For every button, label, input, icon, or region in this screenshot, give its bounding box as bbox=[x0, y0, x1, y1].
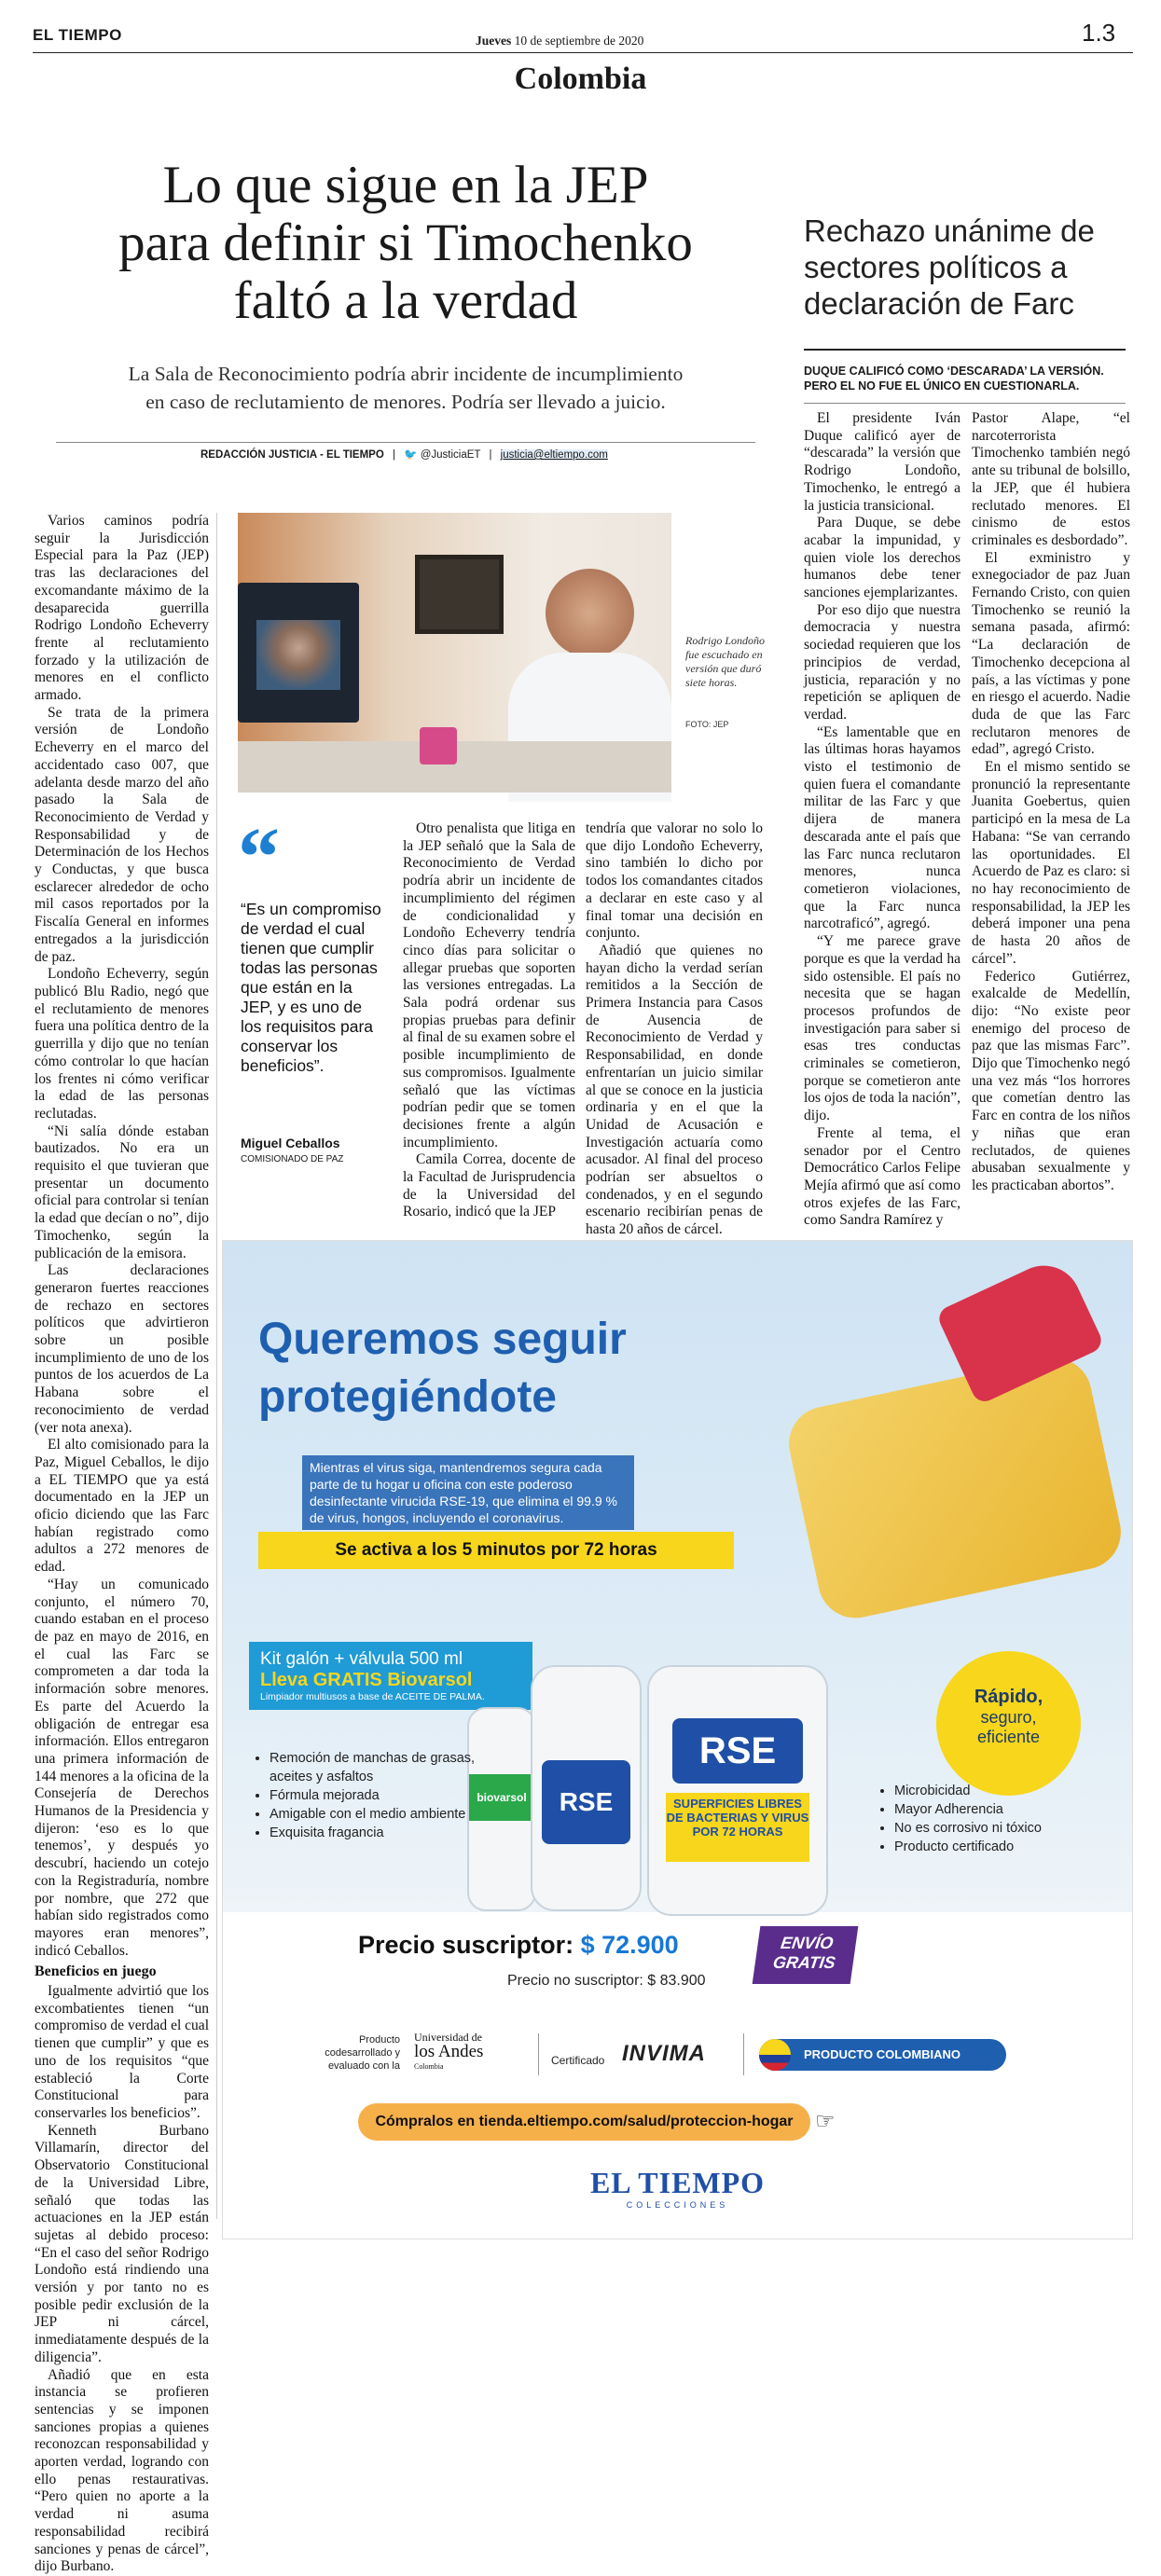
body-paragraph: Kenneth Burbano Villamarín, director del Observatorio Constitucional de la Universidad Libre, señaló que todas las actuaciones en la JEP están sujetas al debido proceso: “En el caso del señor Rodrigo Londoño está rindiendo una versión y por tanto no es posible pedir exclusión de la JEP ni cárcel, inmediatamente después de la diligencia”. bbox=[35, 2122, 209, 2365]
shipping-line-1: ENVÍO bbox=[779, 1934, 835, 1952]
main-summary bbox=[37, 360, 774, 416]
feature-item: • Producto certificado bbox=[894, 1838, 1099, 1856]
ad-body: Mientras el virus siga, mantendremos segura cada parte de tu hogar u oficina con este poderoso desinfectante virucida RSE-19, que elimina el 99.9 % de virus, hongos, incluyendo el coronavirus. bbox=[302, 1455, 634, 1530]
body-paragraph: El exministro y exnegociador de paz Juan Fernando Cristo, con quien Timochenko se reunió la semana pasada, afirmó: “La declaración de Timochenko decepciona al país, a las víctimas y pone en riesgo el acuerdo. Nadie duda de que las Farc reclutaron menores de edad”, agregó Cristo. bbox=[972, 549, 1130, 758]
ad-headline-line-1: Queremos seguir bbox=[258, 1315, 627, 1364]
photo-cup bbox=[420, 727, 457, 765]
advertisement bbox=[222, 1240, 1133, 2239]
cert-divider-2 bbox=[743, 2033, 744, 2075]
side-title-line-2: sectores políticos a bbox=[804, 250, 1068, 284]
photo-frame bbox=[415, 555, 504, 634]
side-lead-line-2: PERO EL NO FUE EL ÚNICO EN CUESTIONARLA. bbox=[804, 379, 1080, 393]
feature-item: • Mayor Adherencia bbox=[894, 1800, 1099, 1819]
ad-jug bbox=[647, 1665, 828, 1916]
cursor-icon: ☞ bbox=[815, 2109, 836, 2134]
feature-item: • No es corrosivo ni tóxico bbox=[894, 1819, 1099, 1838]
article-photo bbox=[238, 513, 671, 792]
ad-features-left bbox=[251, 1749, 479, 1842]
quote-mark-icon: “ bbox=[238, 811, 280, 903]
ad-brand bbox=[223, 2166, 1132, 2210]
side-col-1 bbox=[804, 410, 961, 1229]
shipping-line-2: GRATIS bbox=[771, 1953, 837, 1972]
ad-kit: Kit galón + válvula 500 ml bbox=[260, 1649, 463, 1669]
summary-line-1: La Sala de Reconocimiento podría abrir incidente de incumplimiento bbox=[128, 363, 684, 385]
side-title-line-3: declaración de Farc bbox=[804, 286, 1074, 321]
feature-item: • Exquisita fragancia bbox=[270, 1824, 479, 1842]
ad-price-row bbox=[358, 1931, 679, 1960]
body-paragraph: Para Duque, se debe acabar la impunidad, y quien viole los derechos humanos debe tener sanciones ejemplarizantes. bbox=[804, 515, 961, 601]
price-label: Precio suscriptor: bbox=[358, 1931, 574, 1959]
cert-divider bbox=[538, 2033, 539, 2075]
subhead: Beneficios en juego bbox=[35, 1963, 157, 1980]
feature-item: • Amigable con el medio ambiente bbox=[270, 1805, 479, 1824]
store-link[interactable] bbox=[358, 2103, 810, 2141]
header-rule bbox=[33, 52, 1133, 53]
small-bottle-label: biovarsol bbox=[469, 1774, 534, 1821]
body-paragraph: “Hay un comunicado conjunto, el número 70, cuando estaban en el proceso de paz en mayo de 2016, en el cual las Farc se comprometen a dar toda la información sobre menores. Es parte del Acuerdo la obligación de entregar esa información. Ellos entregaron una primera información de 144 menores a la oficina de la Consejería de Derechos Humanos de la Presidencia y dijeron: ‘eso es lo que tenemos’, y después yo descubrí, haciendo un cotejo con la Registraduría, nombre por nombre, que 272 que habían sido registrados como mayores eran menores”, indicó Ceballos. bbox=[35, 1576, 209, 1959]
ad-badge bbox=[936, 1651, 1081, 1796]
ad-kit-box bbox=[249, 1642, 532, 1710]
body-paragraph: Londoño Echeverry, según publicó Blu Radio, negó que el reclutamiento de menores fuera una política dentro de la guerrilla y dijo que no tenían cómo controlar lo que hacían los frentes ni cómo verificar la edad de las personas reclutadas. bbox=[35, 966, 209, 1122]
colombia-flag-icon bbox=[759, 2039, 791, 2071]
uni-line-2: los Andes bbox=[414, 2042, 484, 2061]
ad-brand-sub: COLECCIONES bbox=[626, 2200, 729, 2210]
body-paragraph: El alto comisionado para la Paz, Miguel Ceballos, le dijo a EL TIEMPO que ya está documentado en la JEP un oficio diciendo que las Farc habían registrado como adultos a 272 menores de edad. bbox=[35, 1437, 209, 1576]
certified-label: Certificado bbox=[551, 2054, 605, 2067]
twitter-icon: 🐦 bbox=[404, 449, 418, 461]
ad-features-right bbox=[876, 1782, 1099, 1856]
colombian-product bbox=[759, 2039, 1006, 2071]
main-title-line-3: faltó a la verdad bbox=[233, 271, 578, 330]
summary-line-2: en caso de reclutamiento de menores. Podría ser llevado a juicio. bbox=[145, 391, 666, 413]
byline-row: REDACCIÓN JUSTICIA - EL TIEMPO | 🐦 @JusticiaET | justicia@eltiempo.com bbox=[200, 449, 608, 461]
email-link[interactable]: justicia@eltiempo.com bbox=[500, 449, 608, 461]
badge-fast: Rápido, bbox=[974, 1687, 1044, 1707]
feature-item: • Remoción de manchas de grasas, aceites y asfaltos bbox=[270, 1749, 479, 1786]
ad-spray-bottle bbox=[531, 1665, 642, 1911]
badge-safe: seguro, bbox=[980, 1708, 1037, 1727]
body-paragraph: En el mismo sentido se pronunció la representante Juanita Goebertus, quien participó en la mesa de La Habana: “Se van cerrando las oportunidades. El Acuerdo de Paz es claro: si no hay reconocimiento de responsabilidad, la JEP les deberá imponer una pena de hasta 20 años de cárcel”. bbox=[972, 759, 1130, 967]
side-lead-rule bbox=[804, 403, 1126, 404]
photo-person bbox=[546, 569, 634, 657]
main-title-line-2: para definir si Timochenko bbox=[118, 214, 693, 272]
body-paragraph: Se trata de la primera versión de Londoño Echeverry en el marco del accidentado caso 007, que adelanta desde marzo del año pasado la Sala de Reconocimiento de Verdad y Responsabilidad y de Determinación de los Hechos y Conductas, y que busca esclarecer alrededor de ocho mil casos reportados por la Fiscalía General en informes entregados a la jurisdicción de paz. bbox=[35, 704, 209, 965]
edition-date bbox=[476, 34, 643, 48]
body-paragraph: Frente al tema, el senador por el Centro Democrático Carlos Felipe Mejía afirmó que así como otros exjefes de las Farc, como Sandra Ramírez y bbox=[804, 1124, 961, 1229]
main-col-4 bbox=[586, 820, 763, 1238]
non-subscriber-price: Precio no suscriptor: $ 83.900 bbox=[507, 1973, 706, 1989]
body-paragraph: Las declaraciones generaron fuertes reacciones de rechazo en sectores políticos que advirtieron sobre un posible incumplimiento de uno de los puntos de los acuerdos de La Habana sobre el reconocimiento de verdad (ver nota anexa). bbox=[35, 1262, 209, 1436]
side-lead-line-1: DUQUE CALIFICÓ COMO ‘DESCARADA’ LA VERSIÓN. bbox=[804, 365, 1104, 378]
photo-credit: FOTO: JEP bbox=[685, 720, 729, 729]
page-number: 1.3 bbox=[1082, 19, 1116, 47]
body-paragraph: Por eso dijo que nuestra democracia y nuestra sociedad requieren que los principios de verdad, justicia, reparación y no repetición se apliquen de verdad. bbox=[804, 601, 961, 723]
ad-headline bbox=[258, 1311, 627, 1426]
pull-quote: “Es un compromiso de verdad el cual tienen que cumplir todas las personas que están en la JEP, y es uno de los requisitos para conservar los beneficios”. bbox=[241, 900, 381, 1075]
colombian-label: PRODUCTO COLOMBIANO bbox=[804, 2047, 961, 2061]
ad-headline-line-2: protegiéndote bbox=[258, 1372, 557, 1422]
body-paragraph: Igualmente advirtió que los excombatientes tienen “un compromiso de verdad el cual tienen que cumplir” y que es uno de los requisitos “que estableció la Corte Constitucional para conservarles los beneficios”. bbox=[35, 1983, 209, 2121]
store-link-text: Cómpralos en tienda.eltiempo.com/salud/proteccion-hogar bbox=[375, 2114, 794, 2129]
main-col-3 bbox=[403, 820, 575, 1220]
column-divider bbox=[216, 513, 217, 2219]
twitter-handle[interactable]: @JusticiaET bbox=[420, 449, 481, 461]
ad-gift: Lleva GRATIS Biovarsol bbox=[260, 1670, 473, 1690]
edition-date-text: 10 de septiembre de 2020 bbox=[514, 34, 644, 48]
masthead-logo: EL TIEMPO bbox=[33, 26, 122, 44]
body-paragraph: Otro penalista que litiga en la JEP señaló que la Sala de Reconocimiento de Verdad podría abrir un incidente de incumplimiento del régimen de condicionalidad y Londoño Echeverry tendría cinco días para solicitar o allegar pruebas que soporten las versiones entregadas. La Sala podrá ordenar sus propias pruebas para definir al final de su examen sobre el posible incumplimiento de sus compromisos. Igualmente señaló que las víctimas podrían pedir que se tomen decisiones frente a algún incumplimiento. bbox=[403, 820, 575, 1150]
produced-by: Producto codesarrollado y evaluado con la bbox=[325, 2034, 400, 2072]
quote-role: COMISIONADO DE PAZ bbox=[241, 1154, 344, 1164]
main-title bbox=[37, 157, 774, 330]
body-paragraph: Pastor Alape, “el narcoterrorista Timochenko también negó ante su tribunal de bolsillo, la JEP, que él hubiera reclutado menores. El cinismo de estos criminales es desbordado”. bbox=[972, 410, 1130, 548]
jug-label: SUPERFICIES LIBRES DE BACTERIAS Y VIRUS POR 72 HORAS bbox=[666, 1793, 809, 1862]
ad-activation-banner: Se activa a los 5 minutos por 72 horas bbox=[258, 1532, 734, 1569]
section-title: Colombia bbox=[514, 62, 647, 96]
body-paragraph: “Ni salía dónde estaban bautizados. No era un requisito el que tuvieran que presentar un documento oficial para controlar si tenían la edad que decían o no”, dijo Timochenko, según la publicación de la emisora. bbox=[35, 1123, 209, 1261]
invima-logo: INVIMA bbox=[622, 2041, 706, 2066]
byline-rule bbox=[56, 442, 755, 443]
body-paragraph: Añadió que en esta instancia se profieren sentencias y se imponen sanciones propias a quienes reconozcan responsabilidad y aporten verdad, logrando con ello penas restaurativas. “Pero quien no aporte a la verdad ni asuma responsabilidad recibirá sanciones y penas de cárcel”, dijo Burbano. bbox=[35, 2366, 209, 2575]
quote-author: Miguel Ceballos bbox=[241, 1136, 340, 1150]
edition-day: Jueves bbox=[476, 34, 512, 48]
uniandes-logo bbox=[414, 2030, 526, 2074]
photo-caption: Rodrigo Londoño fue escuchado en versión que duró siete horas. bbox=[685, 634, 766, 689]
price-value: $ 72.900 bbox=[580, 1931, 679, 1959]
body-paragraph: El presidente Iván Duque calificó ayer de “descarada” la versión que Rodrigo Londoño, Timochenko, le entregó a la justicia transicional. bbox=[804, 410, 961, 514]
body-paragraph: Federico Gutiérrez, exalcalde de Medellín, dijo: “No existe peor enemigo del proceso de paz que las mismas Farc”. Dijo que Timochenko negó una vez más “los horrores que cometían dentro las Farc en contra de los niños y niñas que eran reclutados, de quienes abusaban sexualmente y les practicaban abortos”. bbox=[972, 968, 1130, 1193]
ad-gift-sub: Limpiador multiusos a base de ACEITE DE PALMA. bbox=[260, 1691, 485, 1702]
uni-line-1: Universidad de bbox=[414, 2031, 482, 2044]
body-paragraph: Camila Correa, docente de la Facultad de Jurisprudencia de la Universidad del Rosario, indicó que la JEP bbox=[403, 1151, 575, 1220]
side-title-line-1: Rechazo unánime de bbox=[804, 214, 1095, 248]
side-lead bbox=[804, 364, 1104, 393]
shipping-badge bbox=[753, 1926, 859, 1984]
spray-bottle-label: RSE bbox=[542, 1760, 630, 1844]
body-paragraph: tendría que valorar no solo lo que dijo Londoño Echeverry, sino también lo dicho por todos los comandantes citados a declarar en este caso y al final tomar una decisión en conjunto. bbox=[586, 820, 763, 942]
uni-line-3: Colombia bbox=[414, 2062, 444, 2071]
body-paragraph: Añadió que quienes no hayan dicho la verdad serían remitidos a la Sección de Primera Instancia para Casos de Ausencia de Reconocimiento de Verdad y Responsabilidad, en donde enfrentarían un juicio similar al que se conoce en la justicia ordinaria y en el que la Unidad de Acusación e Investigación actuaría como acusador. Al final del proceso podrían ser absueltos o condenados, y en el segundo escenario recibirían penas de hasta 20 años de cárcel. bbox=[586, 942, 763, 1238]
ad-brand-logo: EL TIEMPO bbox=[589, 2166, 766, 2199]
jug-brand: RSE bbox=[672, 1718, 803, 1784]
byline: REDACCIÓN JUSTICIA - EL TIEMPO bbox=[200, 449, 384, 461]
body-paragraph: “Es lamentable que en las últimas horas hayamos visto el testimonio de quien fuera el comandante militar de las Farc y que dijera de manera descarada ante el país que las Farc nunca reclutaron menores, nunca cometieron violaciones, que la Farc nunca narcotraficó”, agregó. bbox=[804, 723, 961, 932]
body-paragraph: “Y me parece grave porque es que la verdad ha sido ostensible. El país no necesita que se hagan procesos profundos de investigación para saber si esas tres conductas criminales se cometieron, porque se cometieron ante los ojos de toda la nación”, dijo. bbox=[804, 933, 961, 1124]
badge-efficient: eficiente bbox=[976, 1728, 1041, 1746]
body-paragraph: Varios caminos podría seguir la Jurisdicción Especial para la Paz (JEP) tras las declaraciones del excomandante máximo de la desaparecida guerrilla Rodrigo Londoño Echeverry frente al reclutamiento forzado y la utilización de menores en el conflicto armado. bbox=[35, 513, 209, 704]
main-col-1 bbox=[35, 513, 209, 2575]
feature-item: • Fórmula mejorada bbox=[270, 1786, 479, 1805]
side-title bbox=[804, 213, 1095, 322]
photo-monitor-screen bbox=[256, 620, 340, 690]
feature-item: • Microbicidad bbox=[894, 1782, 1099, 1800]
side-rule bbox=[804, 349, 1126, 351]
main-title-line-1: Lo que sigue en la JEP bbox=[162, 156, 649, 214]
side-col-2 bbox=[972, 410, 1130, 1203]
